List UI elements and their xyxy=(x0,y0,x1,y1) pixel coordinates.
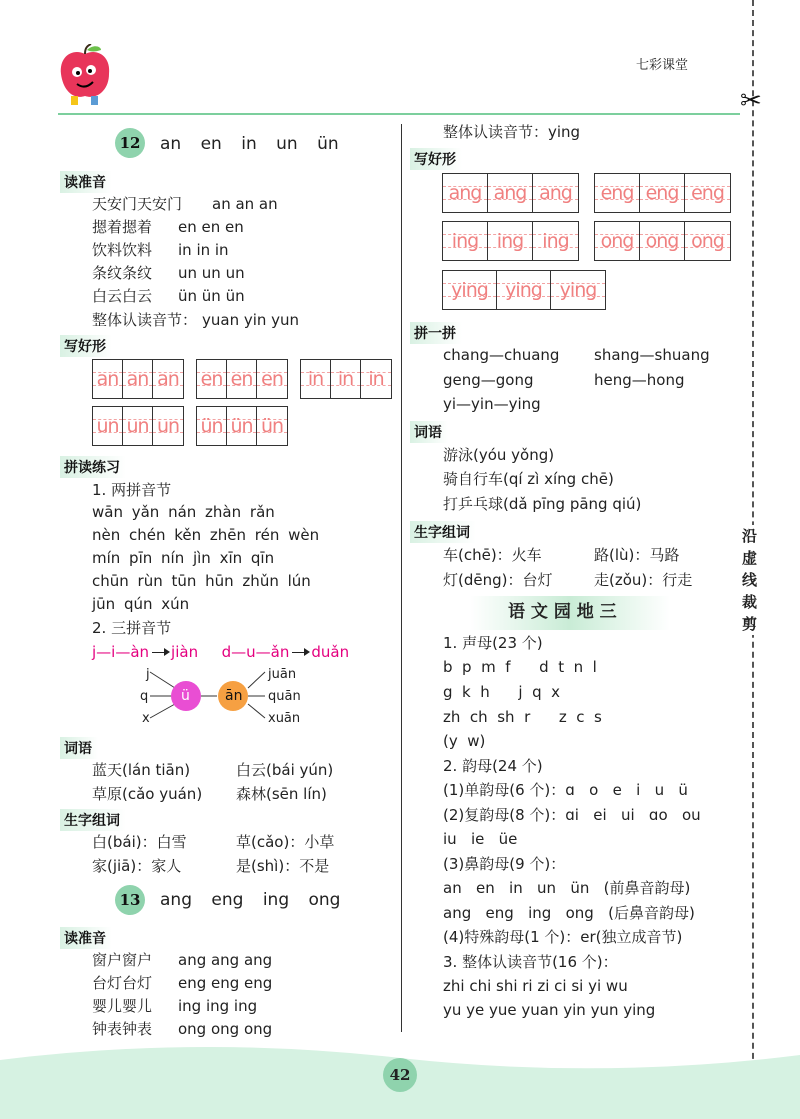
read-word: 钟表钟表 xyxy=(92,1020,153,1038)
word-item: 蓝天(lán tiān) xyxy=(92,761,191,779)
writing-grid xyxy=(92,359,184,399)
garden-line: an en in un ün (前鼻音韵母) xyxy=(443,879,691,897)
practice-row: wān yǎn nán zhàn rǎn xyxy=(92,503,275,521)
lesson-13-words-header: 词语 xyxy=(410,421,448,443)
writing-cell xyxy=(93,407,123,445)
trace-text: ong xyxy=(600,230,634,252)
spell-item: heng—hong xyxy=(594,371,685,389)
word-item: 打乒乓球(dǎ pīng pāng qiú) xyxy=(443,495,642,513)
writing-cell xyxy=(93,360,123,398)
header-rule xyxy=(58,113,740,115)
spell-item: shang—shuang xyxy=(594,346,710,364)
read-word: 婴儿婴儿 xyxy=(92,997,153,1015)
word-item: 森林(sēn lín) xyxy=(236,785,327,803)
garden-line: zhi chi shi ri zi ci si yi wu xyxy=(443,977,628,995)
syllable-spray-diagram xyxy=(100,658,340,728)
lesson-13-read-header: 读准音 xyxy=(60,927,112,949)
practice-row: nèn chén kěn zhēn rén wèn xyxy=(92,526,320,544)
trace-text: ün xyxy=(230,415,253,437)
trace-text: ün xyxy=(200,415,223,437)
garden-line: 3. 整体认读音节(16 个)： xyxy=(443,953,618,971)
read-pinyin: eng eng eng xyxy=(178,974,273,992)
writing-cell xyxy=(533,174,578,212)
trace-text: an xyxy=(126,368,149,390)
read-word: 摁着摁着 xyxy=(92,218,153,236)
trace-text: ying xyxy=(505,279,542,301)
trace-text: un xyxy=(156,415,180,437)
lesson-13-whole-syllable: 整体认读音节：ying xyxy=(443,123,581,141)
writing-cell xyxy=(123,360,153,398)
writing-cell xyxy=(640,174,685,212)
trace-text: un xyxy=(96,415,119,437)
writing-grid xyxy=(196,406,288,446)
writing-cell xyxy=(197,360,227,398)
writing-grid xyxy=(594,221,731,261)
word-item: 骑自行车(qí zì xíng chē) xyxy=(443,470,614,488)
writing-cell xyxy=(257,360,287,398)
trace-text: an xyxy=(96,368,119,390)
garden-line: 2. 韵母(24 个) xyxy=(443,757,543,775)
practice-row: chūn rùn tūn hūn zhǔn lún xyxy=(92,572,311,590)
read-pinyin: ün ün ün xyxy=(178,287,245,305)
lesson-12-read-header: 读准音 xyxy=(60,171,112,193)
garden-line: b p m f d t n l xyxy=(443,658,597,676)
page-number: 42 xyxy=(389,1066,411,1084)
garden-line: (y w) xyxy=(443,732,486,750)
trace-text: ong xyxy=(645,230,679,252)
spray-right: quān xyxy=(268,689,301,704)
spell-item: chang—chuang xyxy=(443,346,560,364)
char-item: 草(cǎo)：小草 xyxy=(236,833,335,851)
garden-line: ang eng ing ong (后鼻音韵母) xyxy=(443,904,695,922)
lesson-12-write-header: 写好形 xyxy=(60,335,112,357)
lesson-13-vowels: ang eng ing ong xyxy=(160,890,341,910)
trace-text: ong xyxy=(691,230,724,252)
writing-cell xyxy=(443,271,497,309)
arrow-icon xyxy=(292,652,308,653)
spray-left: x xyxy=(142,711,150,726)
lesson-12-chars-header: 生字组词 xyxy=(60,809,126,831)
trace-text: en xyxy=(200,368,223,390)
practice-row: jūn qún xún xyxy=(92,595,190,613)
char-item: 路(lù)：马路 xyxy=(594,546,680,564)
writing-cell xyxy=(227,360,257,398)
read-word: 白云白云 xyxy=(92,287,153,305)
garden-line: zh ch sh r z c s xyxy=(443,708,602,726)
writing-cell xyxy=(443,174,488,212)
tri-result: duǎn xyxy=(311,643,350,661)
writing-cell xyxy=(153,360,183,398)
garden-line: (4)特殊韵母(1 个)：er(独立成音节) xyxy=(443,928,683,946)
garden-line: 1. 声母(23 个) xyxy=(443,634,543,652)
trace-text: eng xyxy=(645,182,679,204)
writing-cell xyxy=(640,222,685,260)
trace-text: ün xyxy=(260,415,284,437)
tri-result: jiàn xyxy=(171,643,199,661)
lesson-12-number: 12 xyxy=(115,128,145,158)
writing-grid xyxy=(594,173,731,213)
word-item: 草原(cǎo yuán) xyxy=(92,785,203,803)
read-word: 台灯台灯 xyxy=(92,974,153,992)
scissors-icon: ✂ xyxy=(740,86,762,116)
garden-line: g k h j q x xyxy=(443,683,561,701)
word-item: 白云(bái yún) xyxy=(236,761,334,779)
char-item: 走(zǒu)：行走 xyxy=(594,571,693,589)
lesson-12-words-header: 词语 xyxy=(60,737,98,759)
writing-cell xyxy=(301,360,331,398)
char-item: 灯(dēng)：台灯 xyxy=(443,571,553,589)
writing-cell xyxy=(123,407,153,445)
trace-text: ing xyxy=(496,230,524,252)
char-item: 家(jiā)：家人 xyxy=(92,857,182,875)
writing-cell xyxy=(488,174,533,212)
read-pinyin: un un un xyxy=(178,264,245,282)
spray-line xyxy=(248,672,265,688)
garden-line: (1)单韵母(6 个)：ɑ o e i u ü xyxy=(443,781,688,799)
garden-line: yu ye yue yuan yin yun ying xyxy=(443,1001,656,1019)
garden-line: iu ie üe xyxy=(443,830,518,848)
lesson-12-vowels: an en in un ün xyxy=(160,134,339,154)
trace-text: ying xyxy=(451,279,488,301)
trace-text: ying xyxy=(559,279,597,301)
read-pinyin: ang ang ang xyxy=(178,951,273,969)
read-pinyin: ing ing ing xyxy=(178,997,258,1015)
writing-cell xyxy=(595,222,640,260)
writing-cell xyxy=(551,271,605,309)
arrow-icon xyxy=(152,652,168,653)
writing-grid xyxy=(442,173,579,213)
writing-grid xyxy=(300,359,392,399)
read-word: 窗户窗户 xyxy=(92,951,153,969)
spray-line xyxy=(150,704,175,718)
read-pinyin: in in in xyxy=(178,241,229,259)
writing-cell xyxy=(497,271,551,309)
writing-cell xyxy=(443,222,488,260)
writing-cell xyxy=(361,360,391,398)
writing-cell xyxy=(331,360,361,398)
trace-text: an xyxy=(157,368,179,390)
apple-mascot-icon xyxy=(55,44,115,106)
read-pinyin: an an an xyxy=(212,195,278,213)
word-item: 游泳(yóu yǒng) xyxy=(443,446,555,464)
writing-cell xyxy=(533,222,578,260)
trace-text: ing xyxy=(542,230,569,252)
writing-cell xyxy=(488,222,533,260)
practice-subtitle-2: 2. 三拼音节 xyxy=(92,619,172,637)
writing-cell xyxy=(197,407,227,445)
spell-item: geng—gong xyxy=(443,371,534,389)
trace-text: in xyxy=(368,368,384,390)
char-item: 是(shì)：不是 xyxy=(236,857,330,875)
writing-cell xyxy=(227,407,257,445)
spray-center-1: ü xyxy=(181,688,190,704)
read-word: 整体认读音节： xyxy=(92,311,198,329)
practice-subtitle-1: 1. 两拼音节 xyxy=(92,481,172,499)
trace-text: un xyxy=(126,415,149,437)
trace-text: ang xyxy=(493,182,527,204)
spray-left: j xyxy=(146,667,150,682)
writing-cell xyxy=(685,222,730,260)
lesson-13-spell-header: 拼一拼 xyxy=(410,322,462,344)
read-pinyin: en en en xyxy=(178,218,244,236)
writing-cell xyxy=(257,407,287,445)
trace-text: ang xyxy=(448,182,482,204)
read-word: 条纹条纹 xyxy=(92,264,153,282)
trace-text: in xyxy=(307,368,324,390)
writing-grid xyxy=(196,359,288,399)
spray-left: q xyxy=(140,689,149,704)
column-divider xyxy=(401,124,402,1032)
trace-text: eng xyxy=(600,182,634,204)
writing-cell xyxy=(153,407,183,445)
lesson-13-write-header: 写好形 xyxy=(410,148,462,170)
read-pinyin: yuan yin yun xyxy=(202,311,300,329)
spell-item: yi—yin—ying xyxy=(443,395,541,413)
tri-parts: d—u—ǎn xyxy=(221,643,290,661)
read-pinyin: ong ong ong xyxy=(178,1020,273,1038)
tri-parts: j—i—àn xyxy=(92,643,150,661)
spray-line xyxy=(150,672,175,688)
writing-grid xyxy=(442,221,579,261)
book-title: 七彩课堂 xyxy=(636,58,689,73)
char-item: 车(chē)：火车 xyxy=(443,546,542,564)
lesson-13-number: 13 xyxy=(115,885,145,915)
trace-text: in xyxy=(337,368,354,390)
read-word: 饮料饮料 xyxy=(92,241,153,259)
writing-cell xyxy=(595,174,640,212)
trace-text: en xyxy=(261,368,283,390)
lesson-12-practice-header: 拼读练习 xyxy=(60,456,126,478)
char-item: 白(bái)：白雪 xyxy=(92,833,187,851)
garden-line: (3)鼻韵母(9 个)： xyxy=(443,855,566,873)
writing-grid xyxy=(92,406,184,446)
read-word: 天安门天安门 xyxy=(92,195,183,213)
spray-right: juān xyxy=(268,667,297,682)
practice-row: mín pīn nín jìn xīn qīn xyxy=(92,549,275,567)
trace-text: ing xyxy=(451,230,479,252)
trace-text: eng xyxy=(691,182,724,204)
writing-cell xyxy=(685,174,730,212)
trace-text: en xyxy=(230,368,253,390)
spray-center-2: ān xyxy=(225,688,243,704)
trace-text: ang xyxy=(539,182,572,204)
garden-line: (2)复韵母(8 个)：ɑi ei ui ɑo ou xyxy=(443,806,701,824)
lesson-13-chars-header: 生字组词 xyxy=(410,521,476,543)
spray-line xyxy=(248,704,265,718)
garden-title: 语 文 园 地 三 xyxy=(508,602,617,622)
spray-right: xuān xyxy=(268,711,301,726)
writing-grid xyxy=(442,270,606,310)
cut-note: 沿虚线裁剪 xyxy=(742,525,762,635)
